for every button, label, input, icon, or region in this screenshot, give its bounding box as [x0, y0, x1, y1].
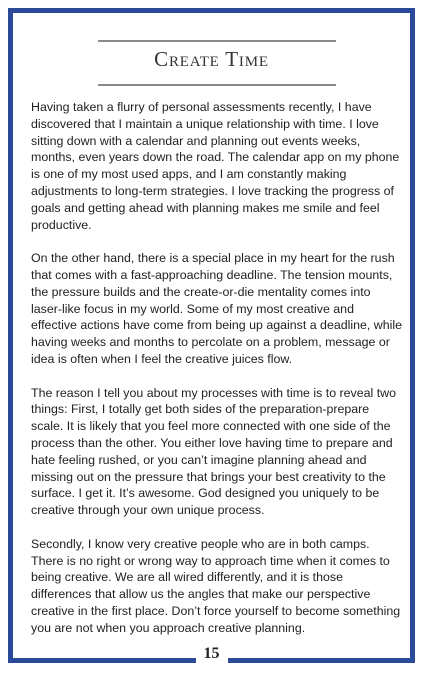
page-number: 15 — [196, 645, 228, 663]
title-rule-bottom — [98, 84, 336, 86]
title-rule-top — [98, 40, 336, 42]
page-title: Create Time — [154, 47, 269, 71]
paragraph-1: Having taken a flurry of personal assessments recently, I have discovered that I maintain a unique relationship with time. I love sitting down with a calendar and planning out events weeks, months, even years down the road. The calendar app on my phone is one of my most used apps, and I am constantly making adjustments to long-term strategies. I love tracking the progress of goals and getting ahead with planning makes me smile and feel productive. — [31, 100, 400, 232]
paragraph-2: On the other hand, there is a special place in my heart for the rush that comes with a fast-approaching deadline. The tension mounts, the pressure builds and the create-or-die mentality comes into laser-like focus in my world. Some of my most creative and effective actions have come from being up against a deadline, while having weeks and months to percolate on a problem, message or idea is often when I feel the creative juices flow. — [31, 251, 403, 366]
page-frame — [8, 8, 415, 663]
paragraph-3: The reason I tell you about my processes with time is to reveal two things: First, I totally get both sides of the preparation-prepare scale. It is likely that you feel more connected with one side of the process than the other. You either love having time to prepare and hate feeling rushed, or you can’t imagine planning ahead and missing out on the pressure that brings your best creativity to the surface. I get it. It’s awesome. God designed you uniquely to be creative through your own unique process. — [31, 385, 396, 518]
body-text — [31, 99, 403, 653]
paragraph-4: Secondly, I know very creative people who are in both camps. There is no right or wrong way to approach time when it comes to being creative. We are all wired differently, and it is those differences that allow us the angles that make our perspective creative in the first place. Don’t force yourself to become something you are not when you approach creative planning. — [31, 536, 401, 635]
